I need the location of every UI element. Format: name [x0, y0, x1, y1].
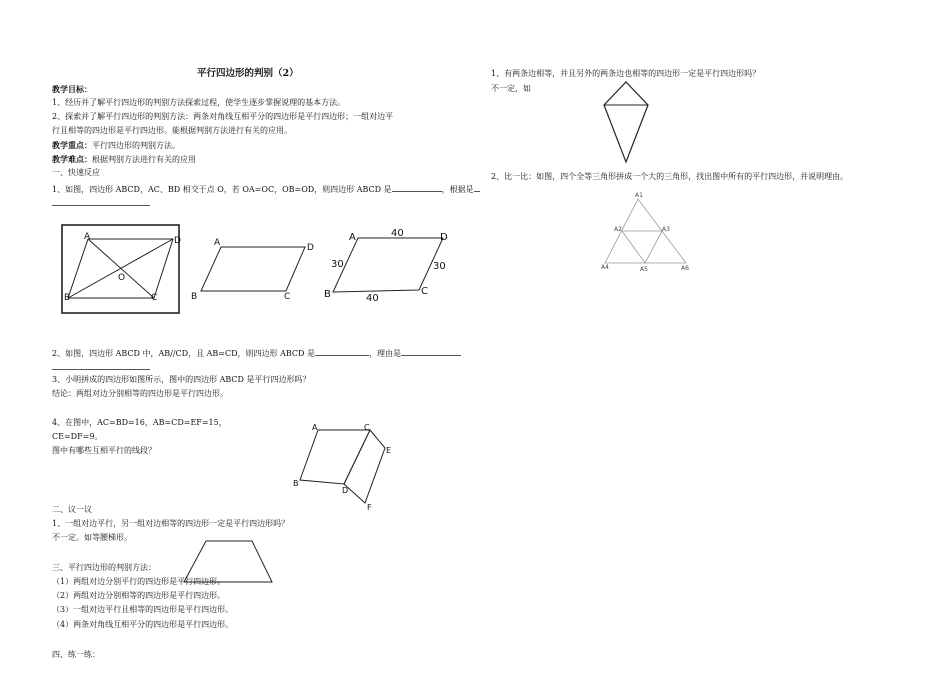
- section3-heading: 三、平行四边形的判别方法：: [52, 563, 156, 572]
- answer-blank[interactable]: [401, 347, 461, 356]
- method-1: （1）两组对边分别平行的四边形是平行四边形。: [52, 577, 226, 586]
- question-1: 1、如图，四边形 ABCD，AC、BD 相交于点 O，若 OA=OC，OB=OD，则四边形 ABCD 是 ，根据是: [52, 183, 480, 195]
- key-point: 教学重点：平行四边形的判别方法。: [52, 140, 180, 150]
- label-b: B: [324, 289, 331, 300]
- label-length-bottom: 40: [366, 293, 379, 304]
- right-question-2: 2、比一比：如图，四个全等三角形拼成一个大的三角形，找出图中所有的平行四边形，并说明理由。: [491, 172, 849, 181]
- objective-1: 1、经历并了解平行四边形的判别方法探索过程，使学生逐步掌握说理的基本方法。: [52, 98, 346, 107]
- label-a2: A2: [614, 226, 622, 233]
- label-c: C: [284, 292, 291, 302]
- label-length-left: 30: [331, 259, 344, 270]
- right-answer-1: 不一定，如: [491, 84, 531, 93]
- objective-2-line2: 行且相等的四边形是平行四边形。能根据判别方法进行有关的应用。: [52, 126, 292, 135]
- parallelogram-abdc: [300, 430, 370, 484]
- section2-answer: 不一定。如等腰梯形。: [52, 533, 132, 542]
- section2-heading: 二、议一议: [52, 505, 92, 514]
- label-a3: A3: [662, 226, 670, 233]
- label-f: F: [367, 503, 372, 512]
- section2-question: 1、一组对边平行，另一组对边相等的四边形一定是平行四边形吗？: [52, 519, 290, 528]
- label-c: C: [421, 286, 428, 297]
- label-d: D: [440, 232, 448, 243]
- page-title: 平行四边形的判别（2）: [197, 68, 299, 79]
- question-2: 2、如图，四边形 ABCD 中，AB//CD，且 AB=CD，则四边形 ABCD 是 ，理由是: [52, 347, 461, 359]
- answer-blank[interactable]: [315, 347, 369, 356]
- label-c: C: [364, 423, 370, 432]
- label-a5: A5: [640, 266, 648, 273]
- label-c: C: [151, 293, 158, 303]
- label-e: E: [386, 446, 392, 455]
- label-a: A: [214, 238, 221, 248]
- method-3: （3）一组对边平行且相等的四边形是平行四边形。: [52, 605, 234, 614]
- question-4-line1: 4、在图中，AC=BD=16，AB=CD=EF=15，: [52, 418, 227, 427]
- section1-heading: 一、快速反应: [52, 168, 100, 177]
- kite-shape: [604, 82, 648, 162]
- objective-2-line1: 2、探索并了解平行四边形的判别方法：两条对角线互相平分的四边形是平行四边形；一组对边平: [52, 112, 394, 121]
- method-2: （2）两组对边分别相等的四边形是平行四边形。: [52, 591, 226, 600]
- label-a1: A1: [635, 192, 643, 199]
- label-o: O: [118, 273, 126, 283]
- label-b: B: [64, 293, 71, 303]
- label-a6: A6: [681, 265, 689, 272]
- section4-heading: 四、练一练：: [52, 650, 100, 659]
- label-d: D: [342, 486, 349, 495]
- parallelogram-cefd: [344, 430, 385, 503]
- label-d: D: [174, 236, 181, 246]
- label-a: A: [312, 423, 318, 432]
- label-length-right: 30: [433, 261, 446, 272]
- difficulty: 教学难点：根据判别方法进行有关的应用: [52, 154, 196, 164]
- parallelogram-fig3: [333, 238, 443, 292]
- label-b: B: [293, 479, 299, 488]
- question-4-line2: CE=DF=9。: [52, 432, 103, 441]
- label-a: A: [84, 232, 91, 242]
- parallelogram-fig2: [201, 247, 305, 291]
- label-a: A: [349, 232, 356, 243]
- label-a4: A4: [601, 264, 609, 271]
- label-d: D: [307, 243, 314, 253]
- question-2-cont: [52, 361, 150, 373]
- right-question-1: 1、有两条边相等，并且另外的两条边也相等的四边形一定是平行四边形吗？: [491, 69, 761, 78]
- objectives-heading: 教学目标：: [52, 84, 92, 94]
- question-4-line3: 图中有哪些互相平行的线段？: [52, 446, 156, 455]
- label-length-top: 40: [391, 228, 404, 239]
- method-4: （4）两条对角线互相平分的四边形是平行四边形。: [52, 620, 234, 629]
- isosceles-trapezoid: [184, 541, 272, 582]
- answer-blank[interactable]: [52, 361, 150, 370]
- question-3: 3、小明拼成的四边形如图所示，图中的四边形 ABCD 是平行四边形吗？: [52, 375, 311, 384]
- label-b: B: [191, 292, 198, 302]
- question-3-conclusion: 结论：两组对边分别相等的四边形是平行四边形。: [52, 389, 228, 398]
